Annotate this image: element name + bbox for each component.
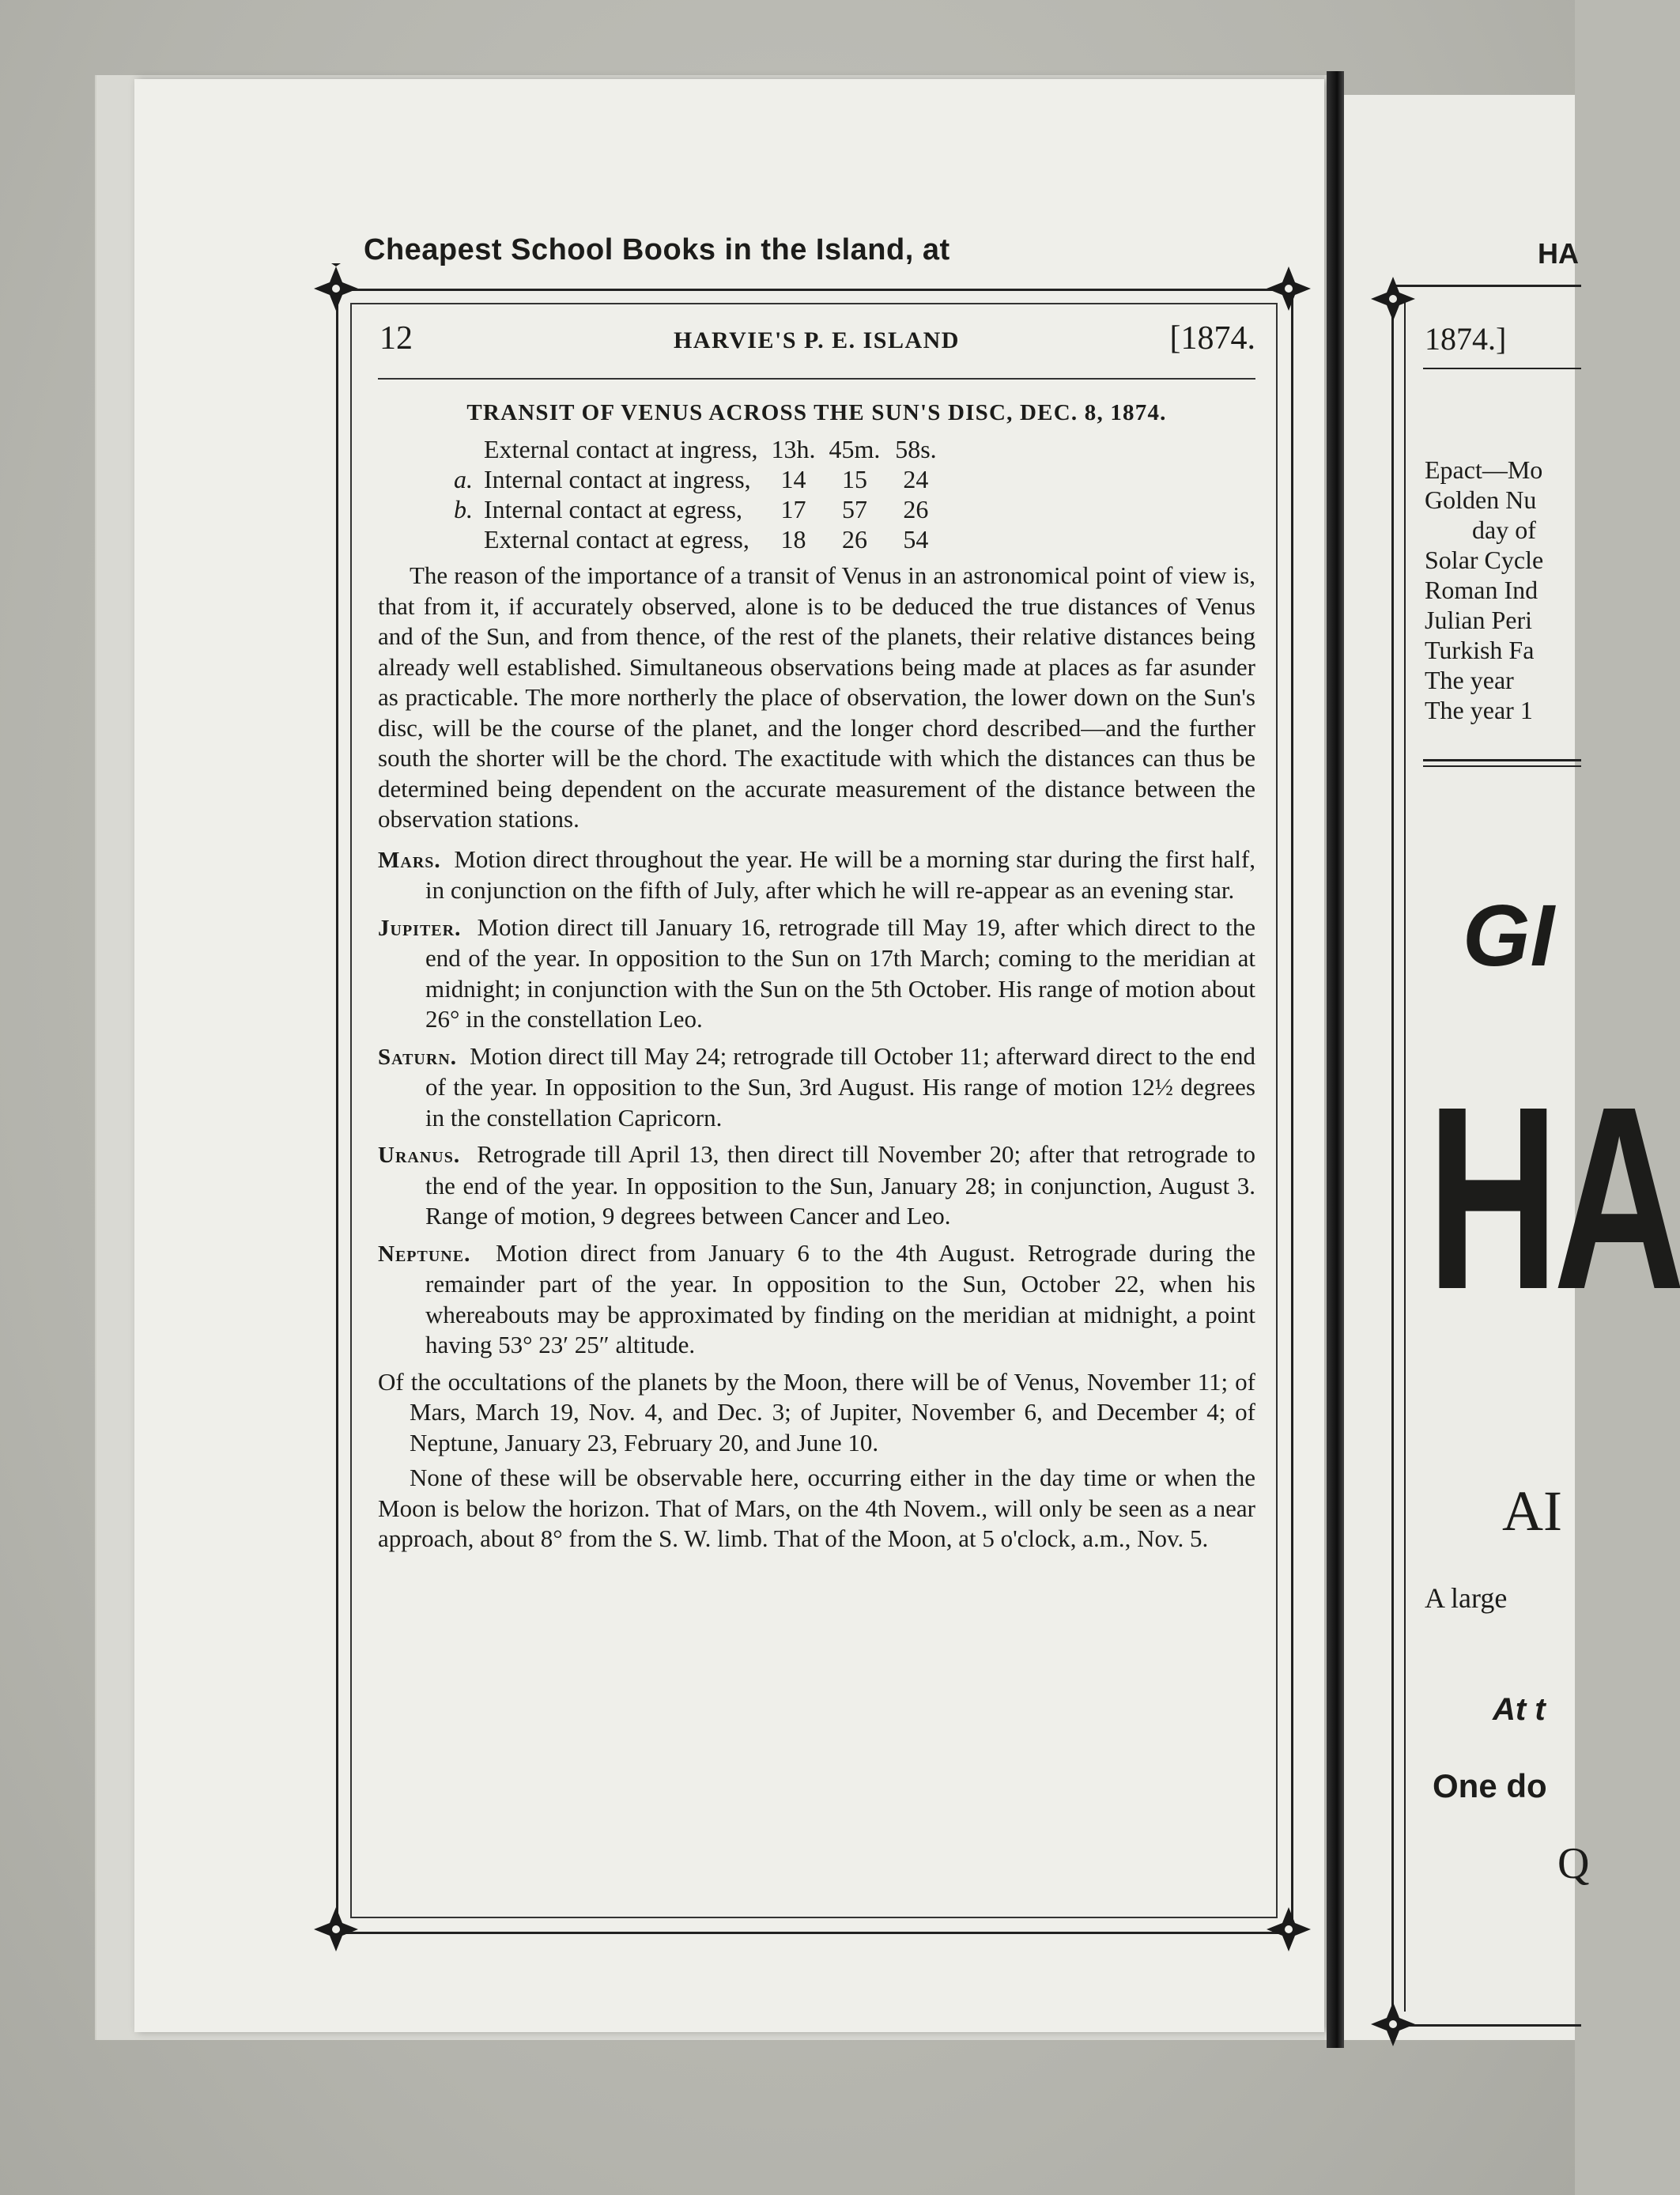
right-double-rule: [1423, 765, 1581, 767]
closing-paragraph: None of these will be observable here, occurring either in the day time or when the Moon is below the horizon. That of Mars, on the 4th Novem., will only be seen as a near approach, about 8° from the S. W. limb. That of the Moon, at 5 o'clock, a.m., Nov. 5.: [378, 1464, 1255, 1552]
right-page-year: 1874.]: [1425, 321, 1507, 357]
planet-name: Saturn.: [378, 1044, 458, 1070]
planet-text: Motion direct till January 16, retrograde till May 19, after which direct to the end of the year. In opposition to the Sun on 17th March; coming to the meridian at midnight; in conjunction with the Sun on the 5th October. His range of motion about 26° in the constellation Leo.: [425, 912, 1255, 1033]
right-list-item: Roman Ind: [1425, 576, 1538, 604]
page-title: HARVIE'S P. E. ISLAND: [674, 327, 960, 353]
planet-text: Motion direct till May 24; retrograde till October 11; afterward direct to the end of the year. In opposition to the Sun, 3rd August. His range of motion 12½ degrees in the constellation Capricorn.: [425, 1041, 1256, 1132]
right-frame-inner: [1404, 297, 1406, 2012]
right-page: [1344, 95, 1680, 2040]
row-hours: 18: [780, 525, 806, 553]
right-frame-left: [1391, 285, 1394, 2024]
right-gl-heading: GI: [1463, 887, 1555, 984]
row-seconds: 54: [903, 525, 929, 553]
row-hours: 13h.: [771, 435, 816, 463]
maltese-cross-icon: [1368, 1999, 1418, 2050]
row-label: Internal contact at egress,: [484, 495, 742, 523]
maltese-cross-icon: [311, 1904, 361, 1955]
transit-paragraph: The reason of the importance of a transit of Venus in an astronomical point of view is, that from it, if accurately observed, alone is to be deduced the true distances of Venus and of the Sun, and from thence, of the rest of the planets, their relative distances being already well established. Simultaneous observations being made at places as far asunder as practicable. The more northerly the place of observation, the lower down on the Sun's disc, will be the course of the planet, and the longer chord described—and the further south the shorter will be the chord. The exactitude with which the distances can thus be determined being dependent on the accurate measurement of the distance between the observation stations.: [378, 561, 1255, 833]
planet-name: Neptune.: [378, 1241, 471, 1267]
table-row: [441, 494, 951, 524]
row-seconds: 58s.: [895, 435, 937, 463]
page-header: [378, 316, 1255, 364]
right-at-text: At t: [1493, 1692, 1546, 1727]
row-letter: b.: [454, 495, 473, 523]
table-row: [441, 434, 951, 464]
planet-text: Retrograde till April 13, then direct till November 20; after that retrograde to the end of the year. In opposition to the Sun, January 28; in conjunction, August 3. Range of motion, 9 degrees between Cancer and Leo.: [425, 1140, 1256, 1230]
right-double-rule: [1423, 759, 1581, 761]
header-rule: [378, 378, 1255, 380]
planet-name: Mars.: [378, 847, 441, 873]
planet-mars: [378, 844, 1255, 906]
right-q-text: Q: [1557, 1839, 1590, 1888]
maltese-cross-icon: [1263, 1904, 1314, 1955]
page-number: 12: [379, 320, 413, 357]
right-frame-top: [1391, 285, 1581, 287]
right-list-item: Solar Cycle: [1425, 546, 1544, 574]
row-minutes: 15: [841, 465, 867, 493]
contact-times-table: [441, 434, 951, 554]
row-seconds: 26: [903, 495, 929, 523]
row-hours: 17: [780, 495, 806, 523]
maltese-cross-icon: [1368, 274, 1418, 324]
row-letter: a.: [454, 465, 473, 493]
right-al-heading: AI: [1502, 1479, 1562, 1543]
row-label: External contact at egress,: [484, 525, 749, 553]
planet-name: Uranus.: [378, 1143, 461, 1168]
planet-saturn: [378, 1041, 1255, 1134]
book-gutter: [1327, 71, 1344, 2048]
row-label: External contact at ingress,: [484, 435, 758, 463]
right-list-item: Julian Peri: [1425, 606, 1532, 634]
table-row: [441, 464, 951, 494]
right-list-item: The year: [1425, 666, 1514, 694]
right-list-item: Epact—Mo: [1425, 455, 1543, 484]
planet-jupiter: [378, 912, 1255, 1035]
right-running-head: HA: [1538, 237, 1579, 270]
planet-uranus: [378, 1139, 1255, 1232]
right-list-item: Turkish Fa: [1425, 636, 1535, 664]
row-seconds: 24: [903, 465, 929, 493]
planet-neptune: [378, 1238, 1255, 1361]
row-hours: 14: [780, 465, 806, 493]
maltese-cross-icon: [311, 263, 361, 314]
right-header-rule: [1423, 368, 1581, 369]
row-minutes: 26: [841, 525, 867, 553]
planet-name: Jupiter.: [378, 915, 462, 941]
row-letter: [441, 524, 484, 554]
right-list-item: The year 1: [1425, 696, 1533, 724]
right-one-text: One do: [1433, 1767, 1547, 1804]
row-label: Internal contact at ingress,: [484, 465, 751, 493]
right-big-heading: HA: [1427, 1052, 1680, 1343]
row-letter: [441, 434, 484, 464]
page-content: [378, 316, 1255, 1555]
running-head: Cheapest School Books in the Island, at: [364, 233, 950, 266]
transit-title: TRANSIT OF VENUS ACROSS THE SUN'S DISC, DEC. 8, 1874.: [466, 400, 1167, 425]
planet-text: Motion direct from January 6 to the 4th August. Retrograde during the remainder part of the year. In opposition to the Sun, October 22, when his whereabouts may be approximated by finding on the meridian at midnight, a point having 53° 23′ 25″ altitude.: [425, 1238, 1255, 1358]
right-list-item: day of: [1472, 516, 1536, 544]
planet-text: Motion direct throughout the year. He will be a morning star during the first half, in conjunction on the fifth of July, after which he will re-appear as an evening star.: [425, 844, 1255, 904]
occultations-paragraph: Of the occultations of the planets by the Moon, there will be of Venus, November 11; of Mars, March 19, Nov. 4, and Dec. 3; of Jupiter, November 6, and December 4; of Neptune, January 23, February 20, and June 10.: [378, 1367, 1255, 1456]
right-large-text: A large: [1425, 1582, 1508, 1614]
right-list-item: Golden Nu: [1425, 485, 1537, 514]
row-minutes: 57: [841, 495, 867, 523]
row-minutes: 45m.: [829, 435, 881, 463]
table-row: [441, 524, 951, 554]
right-list: [1425, 455, 1543, 725]
maltese-cross-icon: [1263, 263, 1314, 314]
right-frame-bottom: [1391, 2024, 1581, 2027]
page-year: [1874.: [1169, 320, 1255, 357]
